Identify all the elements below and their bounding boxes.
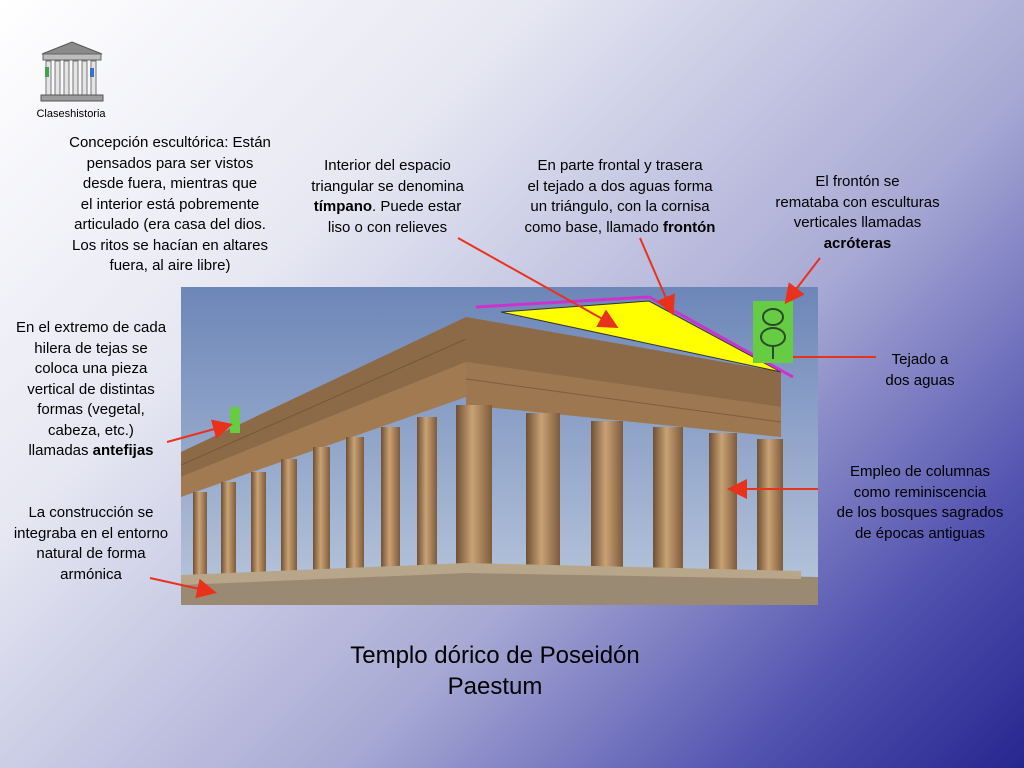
note-line	[860, 371, 980, 392]
note-text: llamadas	[28, 442, 93, 459]
note-line	[860, 350, 980, 371]
note-text: cabeza, etc.)	[48, 421, 134, 439]
note-text: coloca una pieza	[34, 360, 148, 377]
note-line	[0, 544, 182, 565]
logo	[38, 40, 106, 104]
note-line	[0, 380, 182, 401]
note-line	[815, 524, 1024, 545]
note-line	[40, 133, 300, 154]
note-line	[290, 197, 485, 218]
note-line	[40, 154, 300, 175]
note-line	[500, 156, 740, 177]
note-text: pensados para ser vistos	[86, 154, 254, 172]
note-text: En parte frontal y trasera	[537, 157, 703, 174]
note-text: remataba con esculturas	[775, 193, 940, 211]
note-line	[815, 503, 1024, 524]
note-text: como reminiscencia	[853, 483, 987, 501]
note-line	[745, 193, 970, 214]
note-line	[0, 421, 182, 442]
note-line	[0, 565, 182, 586]
note-line	[500, 197, 740, 218]
note-text: La construcción se	[28, 504, 154, 521]
note-construccion	[0, 503, 182, 585]
note-line	[0, 400, 182, 421]
note-term: acróteras	[823, 234, 892, 252]
note-text: el tejado a dos aguas forma	[527, 177, 713, 195]
note-text: hilera de tejas se	[34, 339, 148, 357]
note-line	[500, 177, 740, 198]
note-text: Concepción escultórica: Están	[69, 134, 271, 151]
note-columnas	[815, 462, 1024, 544]
note-line	[745, 172, 970, 193]
note-line	[40, 174, 300, 195]
note-concepcion	[40, 133, 300, 277]
note-line	[0, 318, 182, 339]
note-text: Los ritos se hacían en altares	[72, 236, 268, 254]
note-line	[290, 156, 485, 177]
note-text: Tejado a	[891, 351, 949, 368]
note-text: integraba en el entorno	[13, 524, 169, 542]
slide-title	[295, 640, 695, 702]
note-line	[40, 215, 300, 236]
note-line	[0, 339, 182, 360]
note-text: articulado (era casa del dios.	[74, 216, 266, 233]
note-text: dos aguas	[885, 371, 955, 389]
note-text: un triángulo, con la cornisa	[530, 198, 710, 215]
note-line	[500, 218, 740, 239]
note-term: antefijas	[92, 442, 154, 459]
note-line	[40, 256, 300, 277]
note-tejado	[860, 350, 980, 391]
note-text: En el extremo de cada	[15, 319, 167, 336]
note-line	[290, 218, 485, 239]
note-line	[0, 359, 182, 380]
note-line	[0, 441, 182, 462]
note-text: liso o con relieves	[327, 218, 448, 236]
note-text: de épocas antiguas	[854, 524, 986, 542]
title-line2: Paestum	[447, 673, 543, 700]
note-line	[0, 503, 182, 524]
note-line	[745, 234, 970, 255]
note-line	[815, 483, 1024, 504]
temple-logo-icon	[38, 40, 106, 104]
note-text: como base, llamado	[524, 218, 663, 236]
note-text: . Puede estar	[372, 198, 462, 215]
note-text: el interior está pobremente	[80, 195, 260, 213]
note-line	[40, 236, 300, 257]
note-text: El frontón se	[815, 173, 900, 190]
note-antefijas	[0, 318, 182, 462]
note-text: armónica	[60, 565, 122, 583]
note-text: natural de forma	[36, 545, 146, 562]
note-acroteras	[745, 172, 970, 254]
note-text: Interior del espacio	[324, 157, 451, 174]
note-text: vertical de distintas	[27, 380, 155, 398]
note-line	[745, 213, 970, 234]
note-line	[40, 195, 300, 216]
note-text: fuera, al aire libre)	[109, 257, 231, 274]
note-text: triangular se denomina	[311, 177, 464, 195]
note-text: desde fuera, mientras que	[82, 175, 258, 192]
note-fronton	[500, 156, 740, 238]
note-term: tímpano	[313, 198, 373, 215]
note-text: verticales llamadas	[793, 214, 922, 231]
note-line	[0, 524, 182, 545]
title-line1: Templo dórico de Poseidón	[350, 642, 640, 669]
logo-label: Claseshistoria	[36, 108, 106, 120]
note-term: frontón	[662, 218, 716, 236]
temple-photo	[181, 287, 818, 605]
note-timpano	[290, 156, 485, 238]
note-text: Empleo de columnas	[849, 463, 991, 480]
note-line	[290, 177, 485, 198]
note-line	[815, 462, 1024, 483]
note-text: formas (vegetal,	[37, 401, 145, 418]
note-text: de los bosques sagrados	[836, 504, 1004, 521]
